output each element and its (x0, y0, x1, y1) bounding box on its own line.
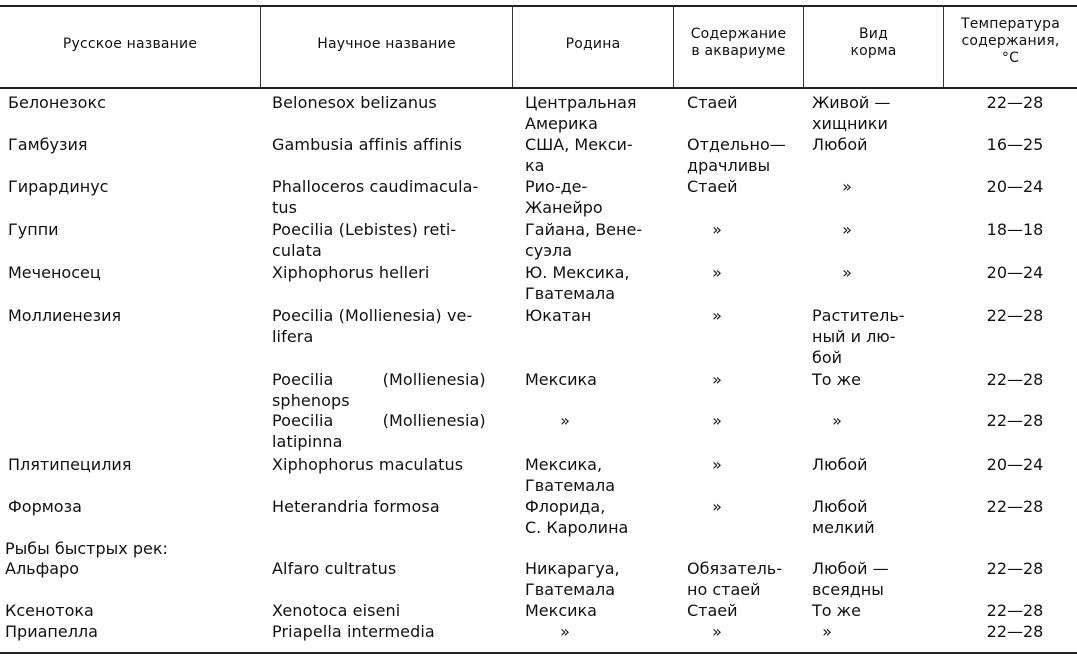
temperature: 22—28 (986, 601, 1044, 620)
food: » (842, 220, 852, 239)
food: То же (812, 370, 861, 389)
keeping: » (712, 263, 722, 282)
temperature: 20—24 (986, 263, 1044, 282)
header-food: Вид корма (850, 26, 897, 59)
homeland: » (560, 622, 570, 641)
russian-name: Альфаро (5, 559, 80, 578)
scientific-name: Phalloceros caudimacula- tus (272, 177, 479, 217)
top-rule (0, 5, 1077, 7)
homeland: Гайана, Вене- суэла (525, 220, 643, 260)
homeland: Мексика (525, 370, 597, 389)
keeping: » (712, 220, 722, 239)
keeping: Отдельно— драчливы (687, 135, 786, 175)
keeping: » (712, 497, 722, 516)
homeland: США, Мекси- ка (525, 135, 633, 175)
keeping: Обязатель- но стаей (687, 559, 782, 599)
food: Любой (812, 135, 868, 154)
keeping: » (712, 411, 722, 430)
keeping: » (712, 306, 722, 325)
scientific-name: Belonesox belizanus (272, 93, 437, 112)
temperature: 20—24 (986, 455, 1044, 474)
homeland: Флорида, С. Каролина (525, 497, 629, 537)
header-russian-name: Русское название (62, 36, 198, 52)
food: » (842, 177, 852, 196)
homeland: Юкатан (525, 306, 592, 325)
temperature: 22—28 (986, 93, 1044, 112)
russian-name: Ксенотока (5, 601, 94, 620)
scientific-name: Xiphophorus helleri (272, 263, 430, 282)
section-label: Рыбы быстрых рек: (5, 539, 168, 558)
russian-name: Моллиенезия (8, 306, 122, 325)
russian-name: Плятипецилия (8, 455, 132, 474)
scientific-name: Poecilia (Mollienesia) ve- lifera (272, 306, 473, 346)
homeland: Рио-де- Жанейро (525, 177, 603, 217)
temperature: 22—28 (986, 497, 1044, 516)
keeping: » (712, 455, 722, 474)
keeping: » (712, 622, 722, 641)
scientific-name: Heterandria formosa (272, 497, 440, 516)
temperature: 22—28 (986, 622, 1044, 641)
homeland: Никарагуа, Гватемала (525, 559, 620, 599)
food: » (832, 411, 842, 430)
homeland: Центральная Америка (525, 93, 637, 133)
scientific-name: Xenotoca eiseni (272, 601, 401, 620)
food: Живой — хищники (812, 93, 891, 133)
homeland: Мексика (525, 601, 597, 620)
food: » (822, 622, 832, 641)
russian-name: Формоза (8, 497, 82, 516)
temperature: 20—24 (986, 177, 1044, 196)
scientific-name: Xiphophorus maculatus (272, 455, 464, 474)
russian-name: Белонезокс (8, 93, 106, 112)
keeping: Стаей (687, 177, 738, 196)
russian-name: Гирардинус (8, 177, 109, 196)
russian-name: Гамбузия (8, 135, 88, 154)
scientific-name: Priapella intermedia (272, 622, 435, 641)
russian-name: Меченосец (8, 263, 101, 282)
homeland: Мексика, Гватемала (525, 455, 616, 495)
scientific-name: Alfaro cultratus (272, 559, 397, 578)
scientific-name: Poecilia (Lebistes) reti- culata (272, 220, 457, 260)
temperature: 16—25 (986, 135, 1044, 154)
keeping: Стаей (687, 93, 738, 112)
header-scientific-name: Научное название (317, 36, 456, 52)
homeland: » (560, 411, 570, 430)
header-rule (0, 87, 1077, 89)
keeping: Стаей (687, 601, 738, 620)
homeland: Ю. Мексика, Гватемала (525, 263, 630, 303)
russian-name: Приапелла (5, 622, 98, 641)
temperature: 22—28 (986, 411, 1044, 430)
header-homeland: Родина (565, 36, 621, 52)
header-temperature: Температура содержания, °С (960, 16, 1061, 66)
header-keeping: Содержание в аквариуме (690, 26, 787, 59)
temperature: 18—18 (986, 220, 1044, 239)
russian-name: Гуппи (8, 220, 59, 239)
food: Любой мелкий (812, 497, 875, 537)
temperature: 22—28 (986, 370, 1044, 389)
bottom-rule (0, 652, 1077, 654)
food: Любой — всеядны (812, 559, 889, 599)
temperature: 22—28 (986, 306, 1044, 325)
scientific-name: Poecilia (Mollienesia) latipinna (272, 411, 486, 451)
food: Любой (812, 455, 868, 474)
temperature: 22—28 (986, 559, 1044, 578)
food: То же (812, 601, 861, 620)
food: » (842, 263, 852, 282)
food: Раститель- ный и лю- бой (812, 306, 905, 367)
scientific-name: Gambusia affinis affinis (272, 135, 463, 154)
keeping: » (712, 370, 722, 389)
scientific-name: Poecilia (Mollienesia) sphenops (272, 370, 486, 410)
